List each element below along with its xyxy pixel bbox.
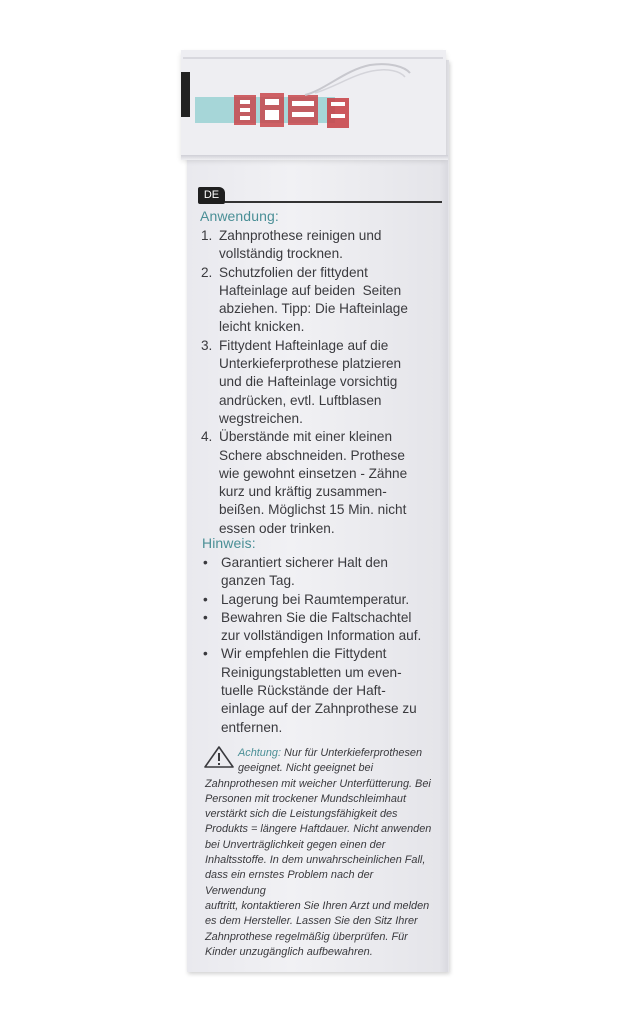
warning-line: Zahnprothese regelmäßig überprüfen. Für — [205, 930, 408, 943]
step-number: 3. — [201, 337, 213, 353]
warning-line: geeignet. Nicht geeignet bei — [238, 762, 374, 775]
warning-line: Nur für Unterkieferprothesen — [281, 747, 423, 759]
step-line: beißen. Möglichst 15 Min. nicht — [219, 502, 407, 518]
step-line: Überstände mit einer kleinen — [219, 429, 393, 445]
note-line: einlage auf der Zahnprothese zu — [221, 701, 417, 717]
note-line: Reinigungstabletten um even- — [221, 664, 402, 680]
note-line: Bewahren Sie die Faltschachtel — [221, 609, 412, 625]
note-line: Garantiert sicherer Halt den — [221, 555, 388, 570]
note-line: Wir empfehlen die Fittydent — [221, 646, 387, 662]
note-line: entfernen. — [221, 719, 283, 735]
warning-line: Kinder unzugänglich aufbewahren. — [205, 945, 373, 958]
step-line: vollständig trocknen. — [219, 246, 343, 262]
flap-dark-edge — [181, 72, 190, 117]
step-line: andrücken, evtl. Luftblasen — [219, 392, 382, 408]
step-line: wegstreichen. — [219, 410, 303, 426]
usage-step — [201, 337, 441, 428]
usage-step — [201, 227, 441, 264]
warning-line: Inhaltsstoffe. In dem unwahrscheinlichen Fall, — [205, 854, 426, 867]
note-item — [203, 591, 443, 609]
note-line: zur vollständigen Information auf. — [221, 628, 422, 644]
warning-label: Achtung: — [238, 747, 281, 759]
note-line: Lagerung bei Raumtemperatur. — [221, 591, 410, 607]
notes-bullets — [203, 554, 443, 737]
flap-fold-edge — [181, 155, 448, 160]
note-line: ganzen Tag. — [221, 573, 295, 589]
warning-line: Zahnprothesen mit weicher Unterfütterung. Bei — [205, 777, 431, 790]
denture-outline-icon — [300, 55, 415, 100]
step-number: 2. — [201, 264, 213, 280]
warning-first-line — [205, 746, 437, 761]
warning-line: es dem Hersteller. Lassen Sie den Sitz Ihrer — [205, 915, 418, 928]
step-line: Unterkieferprothese platzieren — [219, 356, 402, 372]
warning-line: Produkts = längere Haftdauer. Nicht anwenden — [205, 823, 432, 836]
step-number: 4. — [201, 429, 213, 445]
usage-step — [201, 264, 441, 337]
warning-line: bei Unverträglichkeit gegen einen der — [205, 838, 386, 851]
step-line: Schutzfolien der fittydent — [219, 264, 368, 280]
bullet-mark: • — [203, 555, 208, 570]
step-line: Schere abschneiden. Prothese — [219, 447, 405, 463]
warning-line: Personen mit trockener Mundschleimhaut — [205, 792, 406, 805]
language-badge: DE — [198, 187, 225, 204]
step-line: Hafteinlage auf beiden Seiten — [219, 282, 402, 298]
usage-heading: Anwendung: — [200, 208, 279, 224]
step-line: abziehen. Tipp: Die Hafteinlage — [219, 301, 408, 317]
note-item — [203, 609, 443, 646]
step-number: 1. — [201, 228, 213, 243]
note-line: tuelle Rückstände der Haft- — [221, 683, 386, 699]
usage-step — [201, 428, 441, 538]
step-line: essen oder trinken. — [219, 520, 335, 536]
step-line: leicht knicken. — [219, 319, 305, 335]
language-header — [198, 187, 442, 205]
notes-heading: Hinweis: — [202, 535, 256, 551]
usage-steps — [201, 227, 441, 538]
step-line: kurz und kräftig zusammen- — [219, 484, 387, 500]
warning-text — [205, 746, 437, 960]
warning-line: verstärkt sich die Leistungsfähigkeit des — [205, 808, 398, 821]
step-line: wie gewohnt einsetzen - Zähne — [219, 465, 408, 481]
warning-line: dass ein ernstes Problem nach der Verwendung — [205, 869, 374, 897]
step-line: und die Hafteinlage vorsichtig — [219, 374, 398, 390]
warning-line: auftritt, kontaktieren Sie Ihren Arzt und melden — [205, 899, 430, 912]
note-item — [203, 554, 443, 591]
bullet-mark: • — [203, 591, 208, 607]
bullet-mark: • — [203, 609, 208, 625]
bullet-mark: • — [203, 646, 208, 662]
step-line: Fittydent Hafteinlage auf die — [219, 337, 389, 353]
language-rule — [225, 201, 442, 203]
note-item — [203, 645, 443, 736]
step-line: Zahnprothese reinigen und — [219, 228, 382, 243]
